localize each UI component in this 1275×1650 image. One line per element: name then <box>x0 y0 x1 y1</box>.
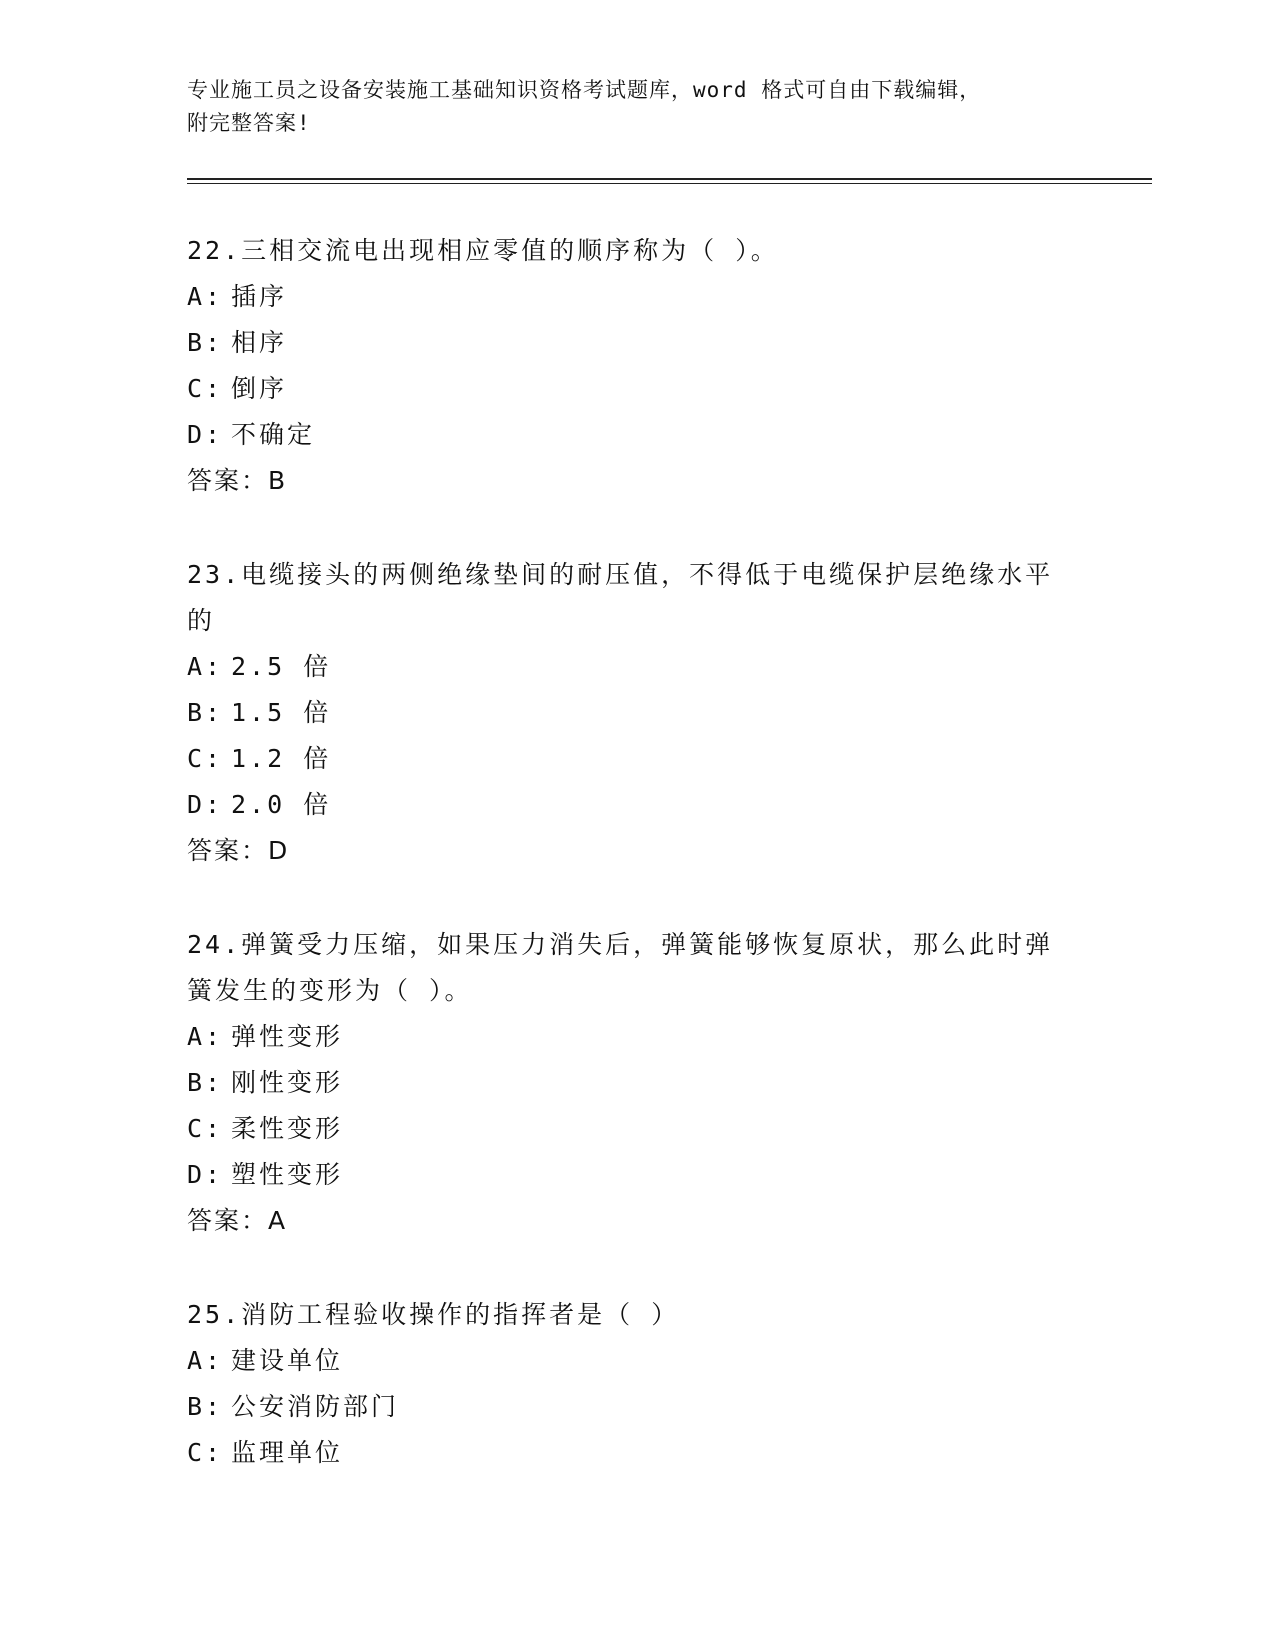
header-line-1: 专业施工员之设备安装施工基础知识资格考试题库，word 格式可自由下载编辑， <box>187 78 982 102</box>
header-divider-thin <box>187 183 1152 184</box>
question-23 <box>187 552 1087 874</box>
option-a <box>187 1014 1087 1060</box>
option-text: 1.2 倍 <box>231 744 332 773</box>
option-text: 柔性变形 <box>231 1114 344 1143</box>
option-text: 公安消防部门 <box>231 1392 400 1421</box>
option-letter: D: <box>187 790 224 819</box>
option-b <box>187 1060 1087 1106</box>
option-letter: C: <box>187 1438 224 1467</box>
option-text: 2.0 倍 <box>231 790 332 819</box>
option-b <box>187 690 1087 736</box>
option-letter: B: <box>187 328 224 357</box>
question-25 <box>187 1292 1087 1476</box>
option-letter: B: <box>187 1392 224 1421</box>
option-b <box>187 1384 1087 1430</box>
question-22 <box>187 228 1087 504</box>
option-letter: A: <box>187 1346 224 1375</box>
option-a <box>187 1338 1087 1384</box>
option-letter: C: <box>187 744 224 773</box>
question-stem-continued: 簧发生的变形为（ ）。 <box>187 976 473 1005</box>
answer-line: 答案：D <box>187 836 290 865</box>
answer-line: 答案：B <box>187 466 288 495</box>
option-letter: B: <box>187 1068 224 1097</box>
option-text: 不确定 <box>231 420 316 449</box>
option-letter: D: <box>187 1160 224 1189</box>
option-letter: D: <box>187 420 224 449</box>
option-letter: A: <box>187 1022 224 1051</box>
option-text: 1.5 倍 <box>231 698 332 727</box>
option-b <box>187 320 1087 366</box>
option-d <box>187 1152 1087 1198</box>
option-c <box>187 1106 1087 1152</box>
option-text: 弹性变形 <box>231 1022 344 1051</box>
option-c <box>187 366 1087 412</box>
option-text: 塑性变形 <box>231 1160 344 1189</box>
header-divider-thick <box>187 178 1152 180</box>
option-text: 刚性变形 <box>231 1068 344 1097</box>
answer-line: 答案：A <box>187 1206 288 1235</box>
option-letter: A: <box>187 652 224 681</box>
question-stem: 25.消防工程验收操作的指挥者是（ ） <box>187 1300 680 1329</box>
question-stem: 24.弹簧受力压缩，如果压力消失后，弹簧能够恢复原状，那么此时弹 <box>187 930 1054 959</box>
option-letter: B: <box>187 698 224 727</box>
option-letter: C: <box>187 374 224 403</box>
option-text: 插序 <box>231 282 288 311</box>
question-stem: 23.电缆接头的两侧绝缘垫间的耐压值，不得低于电缆保护层绝缘水平 <box>187 560 1054 589</box>
option-c <box>187 1430 1087 1476</box>
question-stem: 22.三相交流电出现相应零值的顺序称为（ ）。 <box>187 236 779 265</box>
option-text: 建设单位 <box>231 1346 344 1375</box>
question-24 <box>187 922 1087 1244</box>
option-letter: C: <box>187 1114 224 1143</box>
option-d <box>187 412 1087 458</box>
option-c <box>187 736 1087 782</box>
question-stem-continued: 的 <box>187 606 216 635</box>
header-line-2: 附完整答案! <box>187 111 311 135</box>
option-text: 2.5 倍 <box>231 652 332 681</box>
option-text: 监理单位 <box>231 1438 344 1467</box>
document-header <box>187 74 1087 140</box>
option-d <box>187 782 1087 828</box>
option-a <box>187 644 1087 690</box>
option-text: 倒序 <box>231 374 288 403</box>
option-text: 相序 <box>231 328 288 357</box>
option-letter: A: <box>187 282 224 311</box>
option-a <box>187 274 1087 320</box>
